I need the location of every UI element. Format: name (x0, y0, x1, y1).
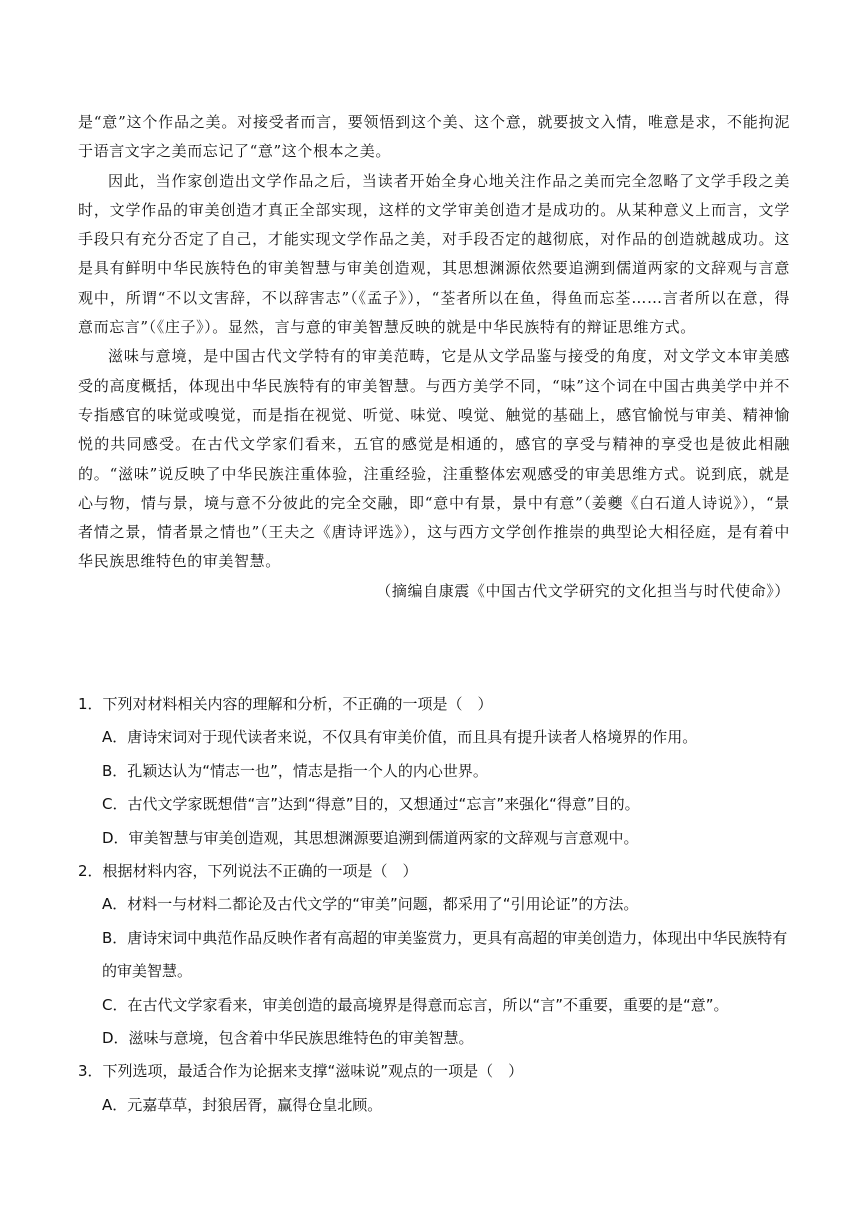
option-d: D．滋味与意境，包含着中华民族思维特色的审美智慧。 (102, 1029, 474, 1048)
passage-source-citation: （摘编自康震《中国古代文学研究的文化担当与时代使命》） (376, 581, 790, 600)
option-d: D．审美智慧与审美创造观，其思想渊源要追溯到儒道两家的文辞观与言意观中。 (102, 828, 639, 847)
question-stem: 1．下列对材料相关内容的理解和分析，不正确的一项是（ ） (78, 695, 493, 713)
option-b: B．孔颖达认为“情志一也”，情志是指一个人的内心世界。 (102, 761, 488, 780)
passage-paragraph: 是“意”这个作品之美。对接受者而言，要领悟到这个美、这个意，就要披文入情，唯意是求，不能拘泥于语言文字之美而忘记了“意”这个根本之美。 (78, 113, 790, 161)
question-stem: 2．根据材料内容，下列说法不正确的一项是（ ） (78, 862, 418, 881)
passage-paragraph: 因此，当作家创造出文学作品之后，当读者开始全身心地关注作品之美而完全忽略了文学手段之美时，文学作品的审美创造才真正全部实现，这样的文学审美创造才是成功的。从某种意义上而言，文学手段只有充分否定了自己，才能实现文学作品之美，对手段否定的越彻底，对作品的创造就越成功。这是具有鲜明中华民族特色的审美智慧与审美创造观，其思想渊源依然要追溯到儒道两家的文辞观与言意观中，所谓“不以文害辞，不以辞害志”（《孟子》），“荃者所以在鱼，得鱼而忘荃……言者所以在意，得意而忘言”（《庄子》）。显然，言与意的审美智慧反映的就是中华民族特有的辩证思维方式。 (78, 171, 790, 337)
option-a: A．元嘉草草，封狼居胥，赢得仓皇北顾。 (102, 1095, 383, 1114)
option-b: B．唐诗宋词中典范作品反映作者有高超的审美鉴赏力，更具有高超的审美创造力，体现出中华民族特有的审美智慧。 (102, 928, 788, 981)
question-3 (78, 1055, 790, 1122)
question-stem: 3．下列选项，最适合作为论据来支撑“滋味说”观点的一项是（ ） (78, 1062, 524, 1081)
reading-passage (78, 108, 790, 606)
option-c: C．在古代文学家看来，审美创造的最高境界是得意而忘言，所以“言”不重要，重要的是“意”。 (102, 995, 729, 1014)
question-1 (78, 688, 790, 855)
question-list (78, 688, 790, 1122)
option-a: A．材料一与材料二都论及古代文学的“审美”问题，都采用了“引用论证”的方法。 (102, 895, 639, 914)
option-c: C．古代文学家既想借“言”达到“得意”目的，又想通过“忘言”来强化“得意”目的。 (102, 795, 640, 814)
option-a: A．唐诗宋词对于现代读者来说，不仅具有审美价值，而且具有提升读者人格境界的作用。 (102, 728, 698, 747)
passage-paragraph: 滋味与意境，是中国古代文学特有的审美范畴，它是从文学品鉴与接受的角度，对文学文本审美感受的高度概括，体现出中华民族特有的审美智慧。与西方美学不同，“味”这个词在中国古典美学中并不专指感官的味觉或嗅觉，而是指在视觉、听觉、味觉、嗅觉、触觉的基础上，感官愉悦与审美、精神愉悦的共同感受。在古代文学家们看来，五官的感觉是相通的，感官的享受与精神的享受也是彼此相融的。“滋味”说反映了中华民族注重体验，注重经验，注重整体宏观感受的审美思维方式。说到底，就是心与物，情与景，境与意不分彼此的完全交融，即“意中有景，景中有意”（姜夔《白石道人诗说》），“景者情之景，情者景之情也”（王夫之《唐诗评选》），这与西方文学创作推崇的典型论大相径庭，是有着中华民族思维特色的审美智慧。 (78, 347, 790, 571)
question-2 (78, 855, 790, 1055)
